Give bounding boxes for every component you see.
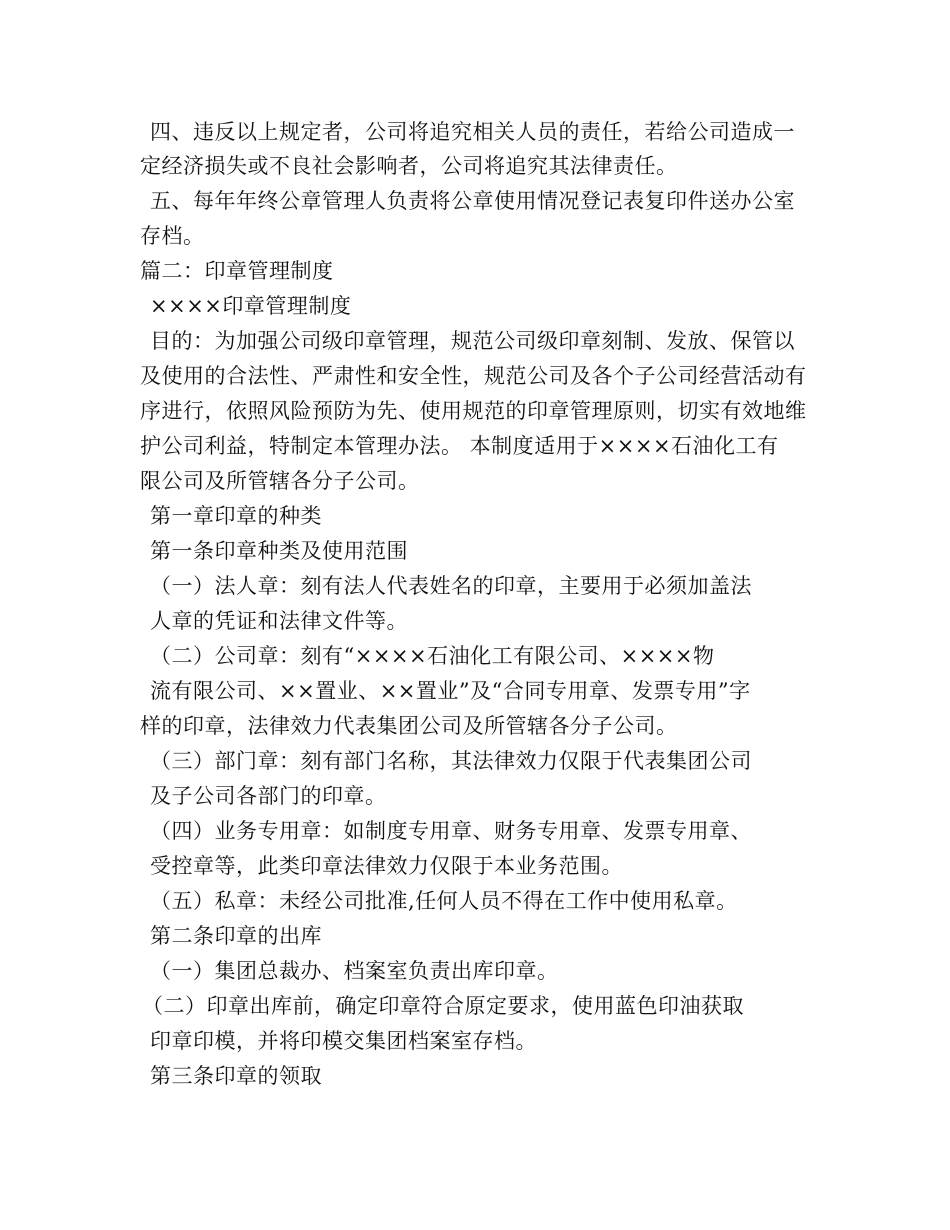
text-line: 存档。 xyxy=(140,224,205,248)
text-line: 序进行，依照风险预防为先、使用规范的印章管理原则，切实有效地维 xyxy=(140,399,807,423)
text-line: 印章印模，并将印模交集团档案室存档。 xyxy=(150,1029,537,1053)
text-line: （二）公司章：刻有“××××石油化工有限公司、××××物 xyxy=(150,644,715,668)
text-line: （四）业务专用章：如制度专用章、财务专用章、发票专用章、 xyxy=(150,819,752,843)
text-line: （二）印章出库前，确定印章符合原定要求，使用蓝色印油获取 xyxy=(142,994,744,1018)
section-heading: 篇二：印章管理制度 xyxy=(140,259,334,283)
article-heading: 第三条印章的领取 xyxy=(150,1064,322,1088)
text-line: 及子公司各部门的印章。 xyxy=(150,784,387,808)
text-line: 四、违反以上规定者，公司将追究相关人员的责任，若给公司造成一 xyxy=(150,120,795,144)
text-line: （三）部门章：刻有部门名称，其法律效力仅限于代表集团公司 xyxy=(150,749,752,773)
text-line: 受控章等，此类印章法律效力仅限于本业务范围。 xyxy=(150,854,623,878)
text-line: 及使用的合法性、严肃性和安全性，规范公司及各个子公司经营活动有 xyxy=(140,364,807,388)
chapter-heading: 第一章印章的种类 xyxy=(150,504,322,528)
text-line: 五、每年年终公章管理人负责将公章使用情况登记表复印件送办公室 xyxy=(150,189,795,213)
document-title: ××××印章管理制度 xyxy=(150,294,352,318)
text-line: 护公司利益，特制定本管理办法。 本制度适用于××××石油化工有 xyxy=(140,434,779,458)
text-line: 定经济损失或不良社会影响者，公司将追究其法律责任。 xyxy=(140,154,678,178)
text-line: 流有限公司、××置业、××置业”及“合同专用章、发票专用”字 xyxy=(150,679,751,703)
text-line: （一）集团总裁办、档案室负责出库印章。 xyxy=(150,959,559,983)
article-heading: 第二条印章的出库 xyxy=(150,924,322,948)
text-line: 目的：为加强公司级印章管理，规范公司级印章刻制、发放、保管以 xyxy=(150,329,795,353)
text-line: （五）私章：未经公司批准,任何人员不得在工作中使用私章。 xyxy=(150,889,738,913)
text-line: 限公司及所管辖各分子公司。 xyxy=(140,469,420,493)
text-line: 样的印章，法律效力代表集团公司及所管辖各分子公司。 xyxy=(140,714,678,738)
article-heading: 第一条印章种类及使用范围 xyxy=(150,539,408,563)
text-line: （一）法人章：刻有法人代表姓名的印章，主要用于必须加盖法 xyxy=(150,574,752,598)
text-line: 人章的凭证和法律文件等。 xyxy=(150,609,408,633)
